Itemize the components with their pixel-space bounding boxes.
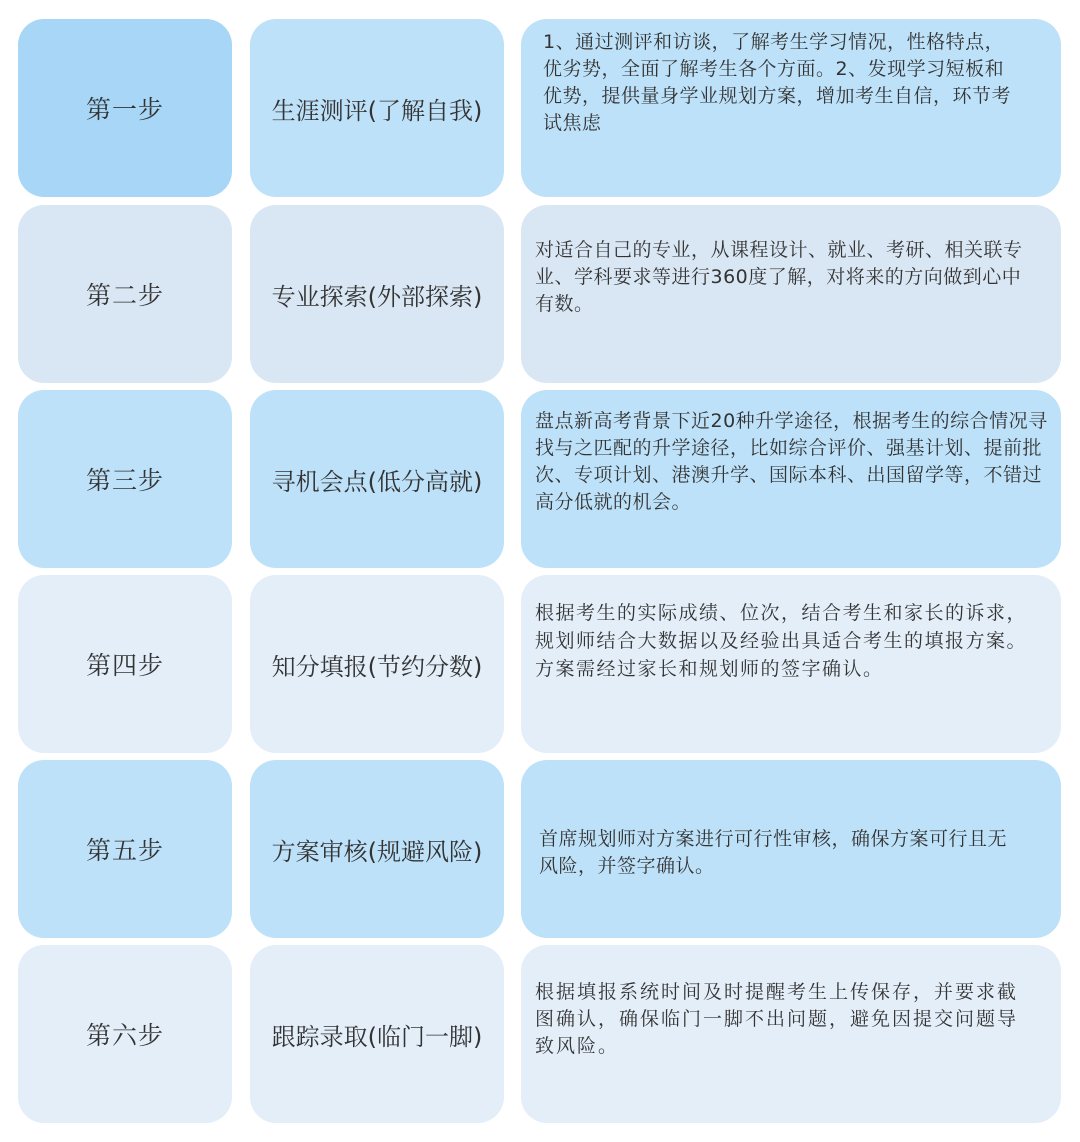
step-row-4 (0, 575, 1080, 753)
step-description: 首席规划师对方案进行可行性审核，确保方案可行且无风险，并签字确认。 (539, 828, 1008, 877)
step-label: 第二步 (85, 281, 164, 310)
step-description: 对适合自己的专业，从课程设计、就业、考研、相关联专业、学科要求等进行360度了解，对将来的方向做到心中有数。 (535, 239, 1023, 315)
step-row-3 (0, 390, 1080, 568)
step-desc-cell (521, 205, 1061, 383)
step-label-cell (18, 945, 232, 1123)
step-title: 知分填报(节约分数) (271, 652, 483, 681)
step-title: 生涯测评(了解自我) (271, 96, 483, 125)
step-desc-cell (521, 575, 1061, 753)
step-desc-cell (521, 19, 1061, 197)
step-title-cell (250, 205, 504, 383)
step-row-5 (0, 760, 1080, 938)
step-title-cell (250, 945, 504, 1123)
step-label-cell (18, 760, 232, 938)
step-description: 根据考生的实际成绩、位次，结合考生和家长的诉求，规划师结合大数据以及经验出具适合考生的填报方案。方案需经过家长和规划师的签字确认。 (535, 602, 1028, 680)
step-description: 1、通过测评和访谈，了解考生学习情况，性格特点，优劣势，全面了解考生各个方面。2、发现学习短板和优势，提供量身学业规划方案，增加考生自信，环节考试焦虑 (543, 31, 1012, 134)
step-desc-cell (521, 390, 1061, 568)
step-title-cell (250, 760, 504, 938)
step-title: 寻机会点(低分高就) (271, 467, 483, 496)
step-label: 第一步 (85, 95, 164, 124)
step-row-6 (0, 945, 1080, 1123)
step-title: 专业探索(外部探索) (271, 282, 483, 311)
step-row-1 (0, 19, 1080, 197)
step-title: 跟踪录取(临门一脚) (271, 1022, 483, 1051)
step-label: 第五步 (85, 836, 164, 865)
step-label: 第三步 (85, 466, 164, 495)
step-desc-cell (521, 945, 1061, 1123)
step-title: 方案审核(规避风险) (271, 837, 483, 866)
step-label-cell (18, 575, 232, 753)
step-label-cell (18, 205, 232, 383)
step-label: 第六步 (85, 1021, 164, 1050)
step-label-cell (18, 390, 232, 568)
step-title-cell (250, 390, 504, 568)
step-row-2 (0, 205, 1080, 383)
step-description: 根据填报系统时间及时提醒考生上传保存，并要求截图确认，确保临门一脚不出问题，避免因提交问题导致风险。 (535, 981, 1019, 1057)
step-title-cell (250, 19, 504, 197)
step-label-cell (18, 19, 232, 197)
step-title-cell (250, 575, 504, 753)
step-desc-cell (521, 760, 1061, 938)
step-label: 第四步 (85, 651, 164, 680)
step-description: 盘点新高考背景下近20种升学途径，根据考生的综合情况寻找与之匹配的升学途径，比如综合评价、强基计划、提前批次、专项计划、港澳升学、国际本科、出国留学等，不错过高分低就的机会。 (535, 410, 1048, 513)
